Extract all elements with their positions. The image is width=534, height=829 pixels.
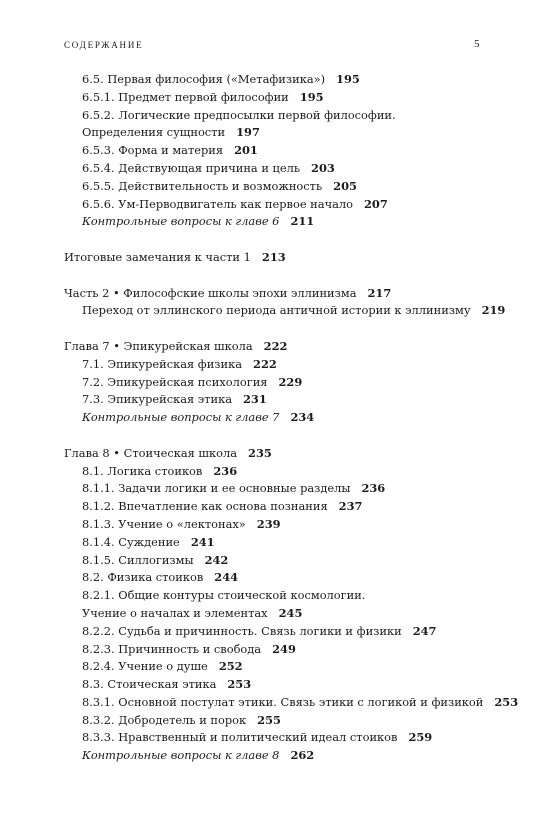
toc-entry-page-number: 249	[272, 641, 296, 656]
toc-entry-title: 6.5.1. Предмет первой философии	[82, 89, 289, 104]
toc-entry-title: 8.1.4. Суждение	[82, 534, 180, 549]
toc-entry[interactable]	[64, 196, 484, 214]
toc-entry-title: 8.1.3. Учение о «лектонах»	[82, 516, 246, 531]
toc-entry-page-number: 242	[204, 552, 229, 567]
toc-entry[interactable]	[64, 249, 484, 267]
toc-entry-page-number: 231	[242, 392, 267, 407]
toc-entry[interactable]	[64, 658, 484, 676]
toc-spacer	[64, 231, 484, 249]
toc-entry-page-number: 237	[338, 499, 363, 514]
toc-entry-title: 6.5.2. Логические предпосылки первой философии.	[82, 107, 396, 122]
toc-entry-page-number: 201	[234, 143, 258, 158]
toc-entry[interactable]	[64, 89, 484, 107]
toc-entry-title: 8.2.2. Судьба и причинность. Связь логики и физики	[82, 623, 402, 638]
toc-entry-page-number: 222	[263, 338, 288, 353]
toc-entry-title: 6.5.4. Действующая причина и цель	[82, 160, 301, 175]
toc-entry[interactable]	[64, 142, 484, 160]
toc-entry[interactable]	[64, 623, 484, 641]
toc-entry-page-number: 207	[363, 196, 388, 211]
toc-entry-title: Учение о началах и элементах	[82, 605, 268, 620]
toc-entry[interactable]	[64, 480, 484, 498]
page-number: 5	[474, 38, 480, 50]
toc-entry-title: Переход от эллинского периода античной истории к эллинизму	[82, 303, 471, 318]
toc-entry-page-number: 234	[290, 410, 315, 425]
toc-entry[interactable]	[64, 160, 484, 178]
toc-entry-page-number: 219	[481, 303, 506, 318]
toc-entry-title: 7.2. Эпикурейская психология	[82, 374, 268, 389]
toc-entry[interactable]	[64, 285, 484, 303]
toc-entry-page-number: 211	[290, 214, 315, 229]
toc-entry[interactable]	[64, 302, 506, 320]
toc-entry[interactable]	[64, 569, 484, 587]
toc-entry-title: Глава 7 • Эпикурейская школа	[64, 338, 253, 353]
toc-entry-page-number: 203	[311, 160, 335, 175]
toc-entry-title: 8.3. Стоическая этика	[82, 677, 217, 692]
toc-entry-page-number: 195	[299, 89, 324, 104]
toc-entry-page-number: 235	[248, 445, 272, 460]
toc-entry[interactable]	[64, 178, 484, 196]
toc-entry-page-number: 252	[218, 659, 243, 674]
toc-entry-page-number: 197	[236, 125, 260, 140]
toc-entry-title: 8.3.2. Добродетель и порок	[82, 712, 247, 727]
toc-entry-title: 8.2.4. Учение о душе	[82, 659, 208, 674]
toc-entry[interactable]	[64, 213, 484, 231]
toc-entry-title: Часть 2 • Философские школы эпохи эллинизма	[64, 285, 357, 300]
toc-entry-title: 8.2. Физика стоиков	[82, 570, 204, 585]
toc-entry[interactable]	[64, 605, 484, 623]
toc-entry-page-number: 259	[408, 730, 433, 745]
toc-entry-title: Глава 8 • Стоическая школа	[64, 445, 238, 460]
toc-entry-title: 8.1. Логика стоиков	[82, 463, 203, 478]
toc-entry-title: 8.1.2. Впечатление как основа познания	[82, 499, 328, 514]
toc-entry[interactable]	[64, 463, 484, 481]
toc-entry-title: 6.5.6. Ум-Перводвигатель как первое начало	[82, 196, 353, 211]
toc-entry[interactable]	[64, 552, 484, 570]
toc-entry-title: 8.2.1. Общие контуры стоической космологии.	[82, 588, 366, 603]
toc-entry[interactable]	[64, 356, 484, 374]
toc-spacer	[64, 427, 484, 445]
toc-entry-title: 6.5.5. Действительность и возможность	[82, 178, 323, 193]
toc-entry-title: 6.5. Первая философия («Метафизика»)	[82, 72, 326, 86]
toc-entry-title: Итоговые замечания к части 1	[64, 249, 251, 264]
toc-entry-page-number: 236	[213, 463, 238, 478]
toc-entry-title: 7.3. Эпикурейская этика	[82, 392, 232, 407]
toc-entry[interactable]	[64, 641, 484, 659]
toc-entry-title: Контрольные вопросы к главе 7	[82, 410, 280, 425]
toc-entry-page-number: 205	[333, 178, 357, 193]
toc-entry-page-number: 222	[253, 356, 277, 371]
toc-entry-page-number: 213	[261, 249, 286, 264]
toc-spacer	[64, 267, 484, 285]
toc-entry[interactable]	[64, 445, 484, 463]
running-head: СОДЕРЖАНИЕ	[64, 40, 144, 50]
toc-entry[interactable]	[64, 676, 484, 694]
toc-entry-page-number: 195	[336, 72, 360, 86]
toc-entry[interactable]	[64, 587, 484, 605]
toc-entry[interactable]	[64, 729, 484, 747]
toc-entry[interactable]	[64, 498, 484, 516]
toc-entry-page-number: 255	[257, 712, 281, 727]
toc-entry[interactable]	[64, 694, 519, 712]
toc-entry-page-number: 217	[367, 285, 392, 300]
toc-entry[interactable]	[64, 338, 484, 356]
toc-entry-page-number: 239	[256, 516, 281, 531]
toc-entry-page-number: 247	[412, 623, 437, 638]
toc-entry[interactable]	[64, 391, 484, 409]
toc-entry[interactable]	[64, 747, 484, 765]
table-of-contents	[64, 71, 519, 765]
toc-entry-page-number: 245	[278, 605, 303, 620]
toc-entry-page-number: 244	[214, 570, 239, 585]
toc-entry-title: 8.2.3. Причинность и свобода	[82, 641, 262, 656]
toc-entry-title: 7.1. Эпикурейская физика	[82, 356, 243, 371]
toc-entry-page-number: 241	[190, 534, 215, 549]
toc-entry-title: Контрольные вопросы к главе 8	[82, 748, 280, 763]
toc-entry[interactable]	[64, 534, 484, 552]
toc-entry-title: 8.3.1. Основной постулат этики. Связь этики с логикой и физикой	[82, 694, 484, 709]
toc-entry-page-number: 229	[278, 374, 303, 389]
toc-entry[interactable]	[64, 71, 484, 89]
toc-entry-title: 8.1.5. Силлогизмы	[82, 552, 194, 567]
toc-entry-title: Определения сущности	[82, 125, 226, 140]
toc-spacer	[64, 320, 484, 338]
toc-entry-title: 8.1.1. Задачи логики и ее основные разделы	[82, 481, 351, 496]
toc-entry-page-number: 253	[494, 694, 519, 709]
toc-entry[interactable]	[64, 712, 484, 730]
toc-entry[interactable]	[64, 409, 484, 427]
toc-entry-title: Контрольные вопросы к главе 6	[82, 214, 280, 229]
toc-entry-title: 6.5.3. Форма и материя	[82, 143, 224, 158]
toc-entry-page-number: 253	[227, 677, 252, 692]
toc-entry-title: 8.3.3. Нравственный и политический идеал стоиков	[82, 730, 398, 745]
toc-entry[interactable]	[64, 374, 484, 392]
toc-entry[interactable]	[64, 107, 484, 125]
toc-entry-page-number: 262	[290, 748, 315, 763]
toc-entry[interactable]	[64, 124, 484, 142]
toc-entry-page-number: 236	[361, 481, 386, 496]
toc-entry[interactable]	[64, 516, 484, 534]
